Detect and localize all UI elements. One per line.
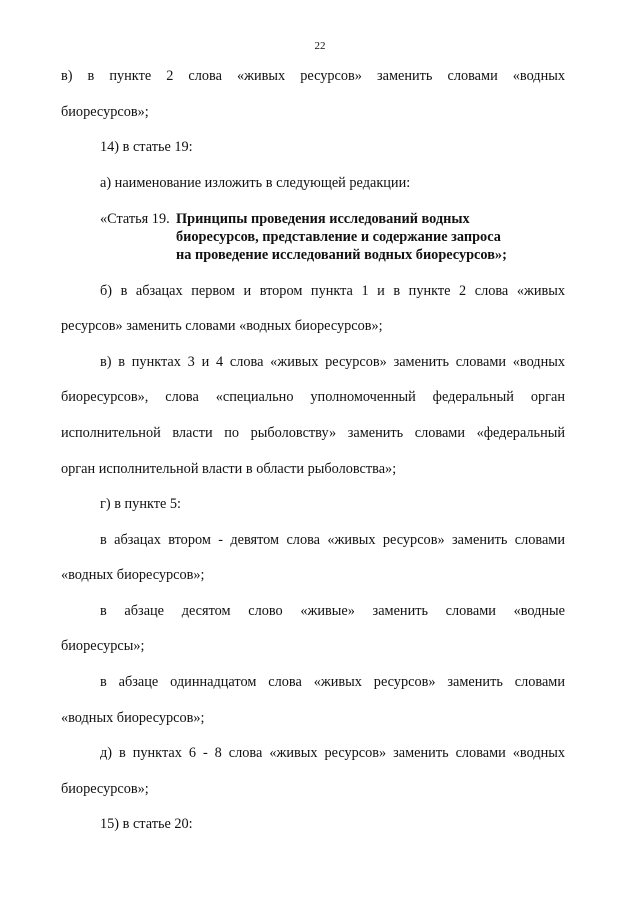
heading-line: Принципы проведения исследований водных <box>176 211 470 227</box>
paragraph-line: б) в абзацах первом и втором пункта 1 и в пункте 2 слова «живых <box>100 283 565 299</box>
paragraph-line: исполнительной власти по рыболовству» заменить словами «федеральный <box>61 425 565 441</box>
paragraph-line: 15) в статье 20: <box>100 816 193 832</box>
paragraph-line: «водных биоресурсов»; <box>61 567 205 583</box>
paragraph-line: д) в пунктах 6 - 8 слова «живых ресурсов» заменить словами «водных <box>100 745 565 761</box>
paragraph-line: биоресурсов»; <box>61 104 149 120</box>
paragraph-line: биоресурсов»; <box>61 781 149 797</box>
paragraph-line: биоресурсов», слова «специально уполномоченный федеральный орган <box>61 389 565 405</box>
heading-line: на проведение исследований водных биоресурсов»; <box>176 247 507 263</box>
paragraph-line: в абзаце десятом слово «живые» заменить словами «водные <box>100 603 565 619</box>
paragraph-line: г) в пункте 5: <box>100 496 182 512</box>
paragraph-line: в абзацах втором - девятом слова «живых ресурсов» заменить словами <box>100 532 565 548</box>
heading-prefix: «Статья 19. <box>100 211 170 227</box>
paragraph-line: биоресурсы»; <box>61 638 145 654</box>
paragraph-line: в) в пункте 2 слова «живых ресурсов» заменить словами «водных <box>61 68 565 84</box>
paragraph-line: орган исполнительной власти в области рыболовства»; <box>61 461 397 477</box>
paragraph-line: а) наименование изложить в следующей редакции: <box>100 175 411 191</box>
paragraph-line: в абзаце одиннадцатом слова «живых ресурсов» заменить словами <box>100 674 565 690</box>
paragraph-line: ресурсов» заменить словами «водных биоресурсов»; <box>61 318 383 334</box>
paragraph-line: «водных биоресурсов»; <box>61 710 205 726</box>
paragraph-line: 14) в статье 19: <box>100 139 193 155</box>
heading-line: биоресурсов, представление и содержание запроса <box>176 229 501 245</box>
paragraph-line: в) в пунктах 3 и 4 слова «живых ресурсов» заменить словами «водных <box>100 354 565 370</box>
page-number: 22 <box>314 40 326 52</box>
